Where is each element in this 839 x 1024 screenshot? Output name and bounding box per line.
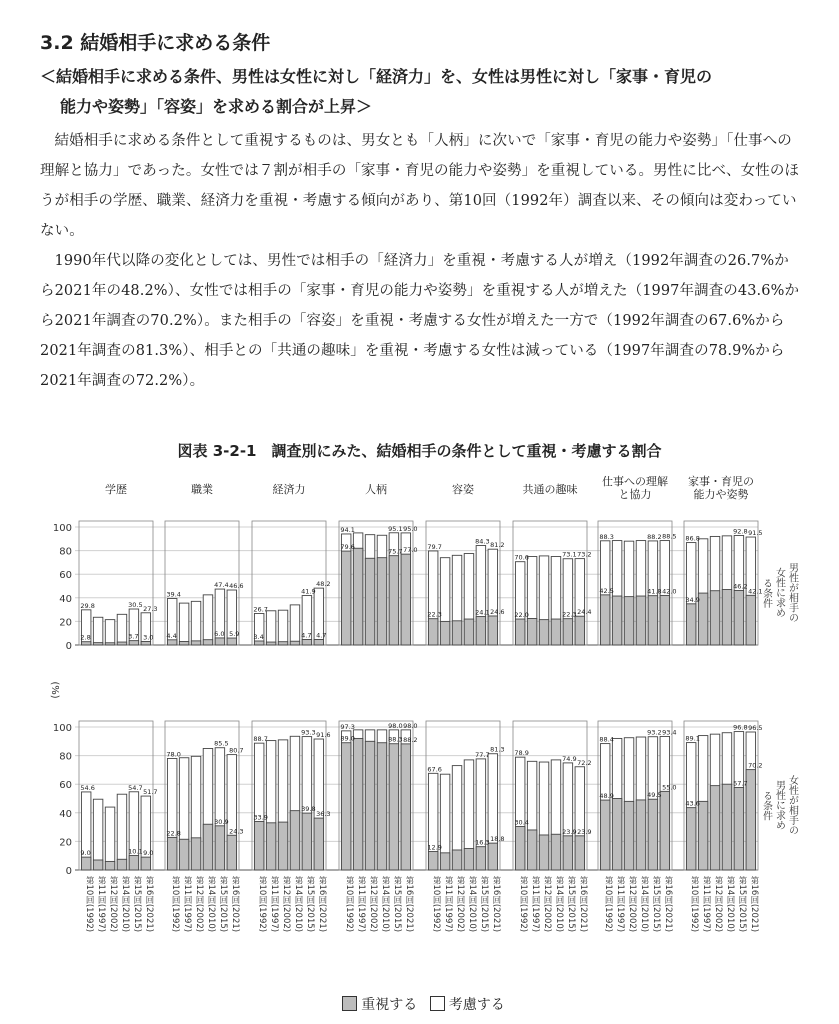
data-label: 89.0 xyxy=(340,734,355,743)
bar-juushi xyxy=(539,835,549,870)
data-label: 54.6 xyxy=(80,783,95,792)
x-tick-label: 第10回(1992) xyxy=(84,876,95,933)
data-label: 54.7 xyxy=(128,783,143,792)
bar-total xyxy=(105,807,115,870)
bar-juushi xyxy=(575,616,585,645)
category-header: 能力や姿勢 xyxy=(693,488,749,501)
lead-line-1: ＜結婚相手に求める条件、男性は女性に対し「経済力」を、女性は男性に対し「家事・育児の xyxy=(40,67,713,86)
row-label: る条件 xyxy=(760,578,772,609)
data-label: 91.6 xyxy=(316,731,331,740)
bar-total xyxy=(93,799,103,870)
bar-juushi xyxy=(476,847,486,870)
lead-line-2: 能力や姿勢」「容姿」を求める割合が上昇＞ xyxy=(60,97,373,116)
x-tick-label: 第11回(1997) xyxy=(356,876,367,933)
bar-total xyxy=(278,610,288,645)
x-tick-label: 第14回(2010) xyxy=(553,876,564,933)
x-tick-label: 第10回(1992) xyxy=(431,876,442,933)
bar-juushi xyxy=(476,617,486,645)
bar-total xyxy=(179,603,189,645)
y-tick-label: 100 xyxy=(52,523,72,534)
data-label: 55.0 xyxy=(662,783,677,792)
x-tick-label: 第11回(1997) xyxy=(269,876,280,933)
data-label: 12.9 xyxy=(427,843,442,852)
bar-juushi xyxy=(389,744,399,870)
data-label: 24.3 xyxy=(229,827,244,836)
data-label: 22.0 xyxy=(514,611,529,620)
bar-juushi xyxy=(515,619,525,645)
data-label: 36.3 xyxy=(316,810,331,819)
x-tick-label: 第15回(2015) xyxy=(217,876,228,933)
data-label: 42.5 xyxy=(599,586,614,595)
bar-juushi xyxy=(539,620,549,645)
bar-juushi xyxy=(734,590,744,645)
data-label: 79.7 xyxy=(427,542,442,551)
bar-juushi xyxy=(129,856,139,870)
x-tick-label: 第15回(2015) xyxy=(304,876,315,933)
category-header: 容姿 xyxy=(452,483,474,496)
x-tick-label: 第14回(2010) xyxy=(724,876,735,933)
bar-juushi xyxy=(389,556,399,645)
x-tick-label: 第10回(1992) xyxy=(689,876,700,933)
data-label: 81.3 xyxy=(490,745,505,754)
row-label: 女性が相手の xyxy=(786,775,798,835)
data-label: 30.4 xyxy=(514,818,529,827)
data-label: 41.8 xyxy=(647,587,662,596)
y-tick-label: 80 xyxy=(59,751,72,763)
bar-juushi xyxy=(93,643,103,645)
y-tick-label: 40 xyxy=(59,808,72,820)
data-label: 5.9 xyxy=(229,630,240,639)
x-tick-label: 第10回(1992) xyxy=(518,876,529,933)
bar-juushi xyxy=(527,618,537,645)
bar-juushi xyxy=(353,548,363,645)
data-label: 10.1 xyxy=(128,847,143,856)
category-header: 職業 xyxy=(191,483,213,496)
data-label: 97.3 xyxy=(340,722,355,731)
bar-juushi xyxy=(710,786,720,870)
data-label: 89.1 xyxy=(685,734,700,743)
data-label: 47.4 xyxy=(214,581,229,590)
data-label: 49.5 xyxy=(647,791,662,800)
bar-juushi xyxy=(290,641,300,645)
legend-label-juushi: 重視する xyxy=(361,997,418,1013)
bar-total xyxy=(117,794,127,870)
bar-total xyxy=(191,601,201,645)
data-label: 39.4 xyxy=(166,590,181,599)
bar-juushi xyxy=(563,619,573,645)
data-label: 22.3 xyxy=(427,610,442,619)
data-label: 95.1 xyxy=(388,524,403,533)
bar-juushi xyxy=(440,853,450,870)
x-tick-label: 第15回(2015) xyxy=(736,876,747,933)
data-label: 42.0 xyxy=(662,587,677,596)
x-tick-label: 第12回(2002) xyxy=(281,876,292,933)
data-label: 26.7 xyxy=(253,605,268,614)
data-label: 2.8 xyxy=(80,633,91,642)
data-label: 46.2 xyxy=(733,582,748,591)
bar-total xyxy=(93,617,103,645)
x-tick-label: 第14回(2010) xyxy=(379,876,390,933)
row-label: る条件 xyxy=(760,790,772,821)
bar-juushi xyxy=(660,791,670,870)
data-label: 48.9 xyxy=(599,792,614,801)
x-tick-label: 第16回(2021) xyxy=(403,876,414,933)
x-tick-label: 第16回(2021) xyxy=(490,876,501,933)
x-tick-label: 第15回(2015) xyxy=(131,876,142,933)
data-label: 72.2 xyxy=(577,758,592,767)
bar-juushi xyxy=(254,822,264,870)
x-tick-label: 第11回(1997) xyxy=(182,876,193,933)
paragraph-1: 結婚相手に求める条件として重視するものは、男女とも「人柄」に次いで「家事・育児の能力や姿勢」「仕事への理解と協力」であった。女性では７割が相手の「家事・育児の能力や姿勢」を重視している。男性に比べ、女性のほうが相手の学歴、職業、経済力を重視・考慮する傾向があり、第10回（1992年）調査以来、その傾向は変わっていない。 xyxy=(40,133,800,239)
x-tick-label: 第11回(1997) xyxy=(96,876,107,933)
data-label: 86.8 xyxy=(685,534,700,543)
y-tick-label: 0 xyxy=(65,641,72,652)
x-tick-label: 第16回(2021) xyxy=(748,876,759,933)
x-tick-label: 第14回(2010) xyxy=(292,876,303,933)
bar-juushi xyxy=(377,743,387,870)
data-label: 94.1 xyxy=(340,525,355,534)
bar-total xyxy=(105,620,115,645)
bar-juushi xyxy=(353,738,363,870)
category-header: と協力 xyxy=(618,488,652,501)
bar-juushi xyxy=(365,558,375,645)
data-label: 73.1 xyxy=(562,550,577,559)
data-label: 22.3 xyxy=(562,610,577,619)
data-label: 43.6 xyxy=(685,799,700,808)
category-header: 共通の趣味 xyxy=(522,483,578,496)
bar-juushi xyxy=(698,801,708,870)
data-label: 57.7 xyxy=(733,779,748,788)
data-label: 88.3 xyxy=(388,735,403,744)
data-label: 42.1 xyxy=(748,587,763,596)
data-label: 77.0 xyxy=(403,546,418,555)
data-label: 98.0 xyxy=(403,721,418,730)
data-label: 24.6 xyxy=(490,607,505,616)
data-label: 88.7 xyxy=(253,735,268,744)
paragraph-2: 1990年代以降の変化としては、男性では相手の「経済力」を重視・考慮する人が増え（1992年調査の26.7%から2021年の48.2%）、女性では相手の「家事・育児の能力や姿勢」を重視する人が増えた（1997年調査の43.6%から2021年調査の70.2%）。また相手の「容姿」を重視・考慮する女性が増えた一方で（1992年調査の67.6%から2021年調査の81.3%）、相手との「共通の趣味」を重視・考慮する女性は減っている（1997年調査の78.9%から2021年調査の72.2%）。 xyxy=(40,253,800,389)
bar-juushi xyxy=(452,850,462,870)
data-label: 78.9 xyxy=(514,749,529,758)
data-label: 88.5 xyxy=(662,532,677,541)
x-tick-label: 第16回(2021) xyxy=(316,876,327,933)
data-label: 93.2 xyxy=(647,728,662,737)
bar-juushi xyxy=(141,641,151,645)
bar-juushi xyxy=(722,590,732,645)
data-label: 93.4 xyxy=(662,728,677,737)
bar-juushi xyxy=(660,595,670,645)
data-label: 23.9 xyxy=(577,827,592,836)
bar-juushi xyxy=(636,596,646,645)
y-tick-label: 0 xyxy=(65,866,72,877)
data-label: 93.3 xyxy=(301,728,316,737)
x-tick-label: 第10回(1992) xyxy=(344,876,355,933)
bar-juushi xyxy=(341,743,351,870)
row-label: 男性が相手の xyxy=(786,562,798,623)
y-tick-label: 20 xyxy=(59,617,72,629)
data-label: 77.7 xyxy=(475,750,490,759)
bar-juushi xyxy=(179,839,189,870)
data-label: 24.4 xyxy=(577,608,592,617)
row-label: 女性に求め xyxy=(773,567,785,618)
figure-title: 図表 3-2-1 調査別にみた、結婚相手の条件として重視・考慮する割合 xyxy=(177,442,662,460)
y-tick-label: 100 xyxy=(52,723,72,734)
bar-juushi xyxy=(686,808,696,870)
chart-legend xyxy=(0,994,839,1014)
x-tick-label: 第12回(2002) xyxy=(713,876,724,933)
bar-juushi xyxy=(746,595,756,645)
bar-juushi xyxy=(488,616,498,645)
bar-juushi xyxy=(734,787,744,870)
data-label: 67.6 xyxy=(427,765,442,774)
data-label: 95.0 xyxy=(403,524,418,533)
category-header: 学歴 xyxy=(105,483,127,496)
bar-juushi xyxy=(302,813,312,870)
data-label: 96.8 xyxy=(733,723,748,732)
data-label: 88.2 xyxy=(647,532,662,541)
bar-juushi xyxy=(215,638,225,645)
data-label: 74.9 xyxy=(562,754,577,763)
bar-juushi xyxy=(600,595,610,645)
bar-juushi xyxy=(302,639,312,645)
bar-total xyxy=(266,611,276,645)
bar-juushi xyxy=(227,638,237,645)
bar-juushi xyxy=(314,639,324,645)
x-tick-label: 第16回(2021) xyxy=(662,876,673,933)
bar-juushi xyxy=(129,641,139,645)
bar-juushi xyxy=(428,619,438,645)
data-label: 41.9 xyxy=(301,587,316,596)
data-label: 9.0 xyxy=(80,849,91,858)
x-tick-label: 第15回(2015) xyxy=(478,876,489,933)
x-tick-label: 第15回(2015) xyxy=(650,876,661,933)
x-tick-label: 第10回(1992) xyxy=(603,876,614,933)
data-label: 88.4 xyxy=(599,735,614,744)
category-header: 経済力 xyxy=(272,483,306,496)
x-tick-label: 第12回(2002) xyxy=(194,876,205,933)
data-label: 27.3 xyxy=(143,604,158,613)
bar-juushi xyxy=(117,642,127,645)
bar-juushi xyxy=(191,641,201,645)
data-label: 4.4 xyxy=(166,631,177,640)
bar-juushi xyxy=(563,836,573,870)
data-label: 29.8 xyxy=(80,601,95,610)
x-tick-label: 第12回(2002) xyxy=(627,876,638,933)
bar-juushi xyxy=(440,621,450,645)
data-label: 39.8 xyxy=(301,805,316,814)
data-label: 23.9 xyxy=(562,827,577,836)
bar-juushi xyxy=(203,824,213,870)
legend-swatch-juushi xyxy=(342,996,357,1011)
y-axis-label: (%) xyxy=(49,681,60,699)
data-label: 85.5 xyxy=(214,739,229,748)
data-label: 4.7 xyxy=(316,631,327,640)
bar-juushi xyxy=(227,835,237,870)
bar-total xyxy=(290,605,300,645)
y-tick-label: 60 xyxy=(59,780,72,792)
bar-juushi xyxy=(428,852,438,870)
bar-juushi xyxy=(179,641,189,645)
bar-juushi xyxy=(377,558,387,645)
bar-juushi xyxy=(624,801,634,870)
legend-swatch-kouryo xyxy=(430,996,445,1011)
bar-juushi xyxy=(464,619,474,645)
bar-juushi xyxy=(105,861,115,870)
data-label: 70.6 xyxy=(514,553,529,562)
bar-juushi xyxy=(167,837,177,870)
bar-juushi xyxy=(191,838,201,870)
bar-juushi xyxy=(527,830,537,870)
bar-juushi xyxy=(105,643,115,645)
x-tick-label: 第11回(1997) xyxy=(615,876,626,933)
category-header: 家事・育児の xyxy=(688,475,754,488)
bar-juushi xyxy=(401,744,411,870)
bar-juushi xyxy=(266,642,276,645)
data-label: 18.8 xyxy=(490,835,505,844)
x-tick-label: 第11回(1997) xyxy=(701,876,712,933)
bar-juushi xyxy=(686,604,696,645)
bar-juushi xyxy=(452,621,462,645)
data-label: 88.2 xyxy=(403,735,418,744)
data-label: 3.0 xyxy=(143,633,154,642)
bar-juushi xyxy=(551,834,561,870)
bar-juushi xyxy=(314,818,324,870)
category-header: 人柄 xyxy=(365,483,387,496)
x-tick-label: 第14回(2010) xyxy=(638,876,649,933)
data-label: 30.5 xyxy=(128,601,143,610)
bar-juushi xyxy=(612,596,622,645)
data-label: 80.7 xyxy=(229,746,244,755)
data-label: 84.3 xyxy=(475,537,490,546)
y-tick-label: 40 xyxy=(59,593,72,605)
data-label: 78.0 xyxy=(166,750,181,759)
bar-total xyxy=(203,595,213,645)
bar-total xyxy=(117,614,127,645)
bar-juushi xyxy=(551,619,561,645)
bar-juushi xyxy=(488,843,498,870)
x-tick-label: 第15回(2015) xyxy=(391,876,402,933)
x-tick-label: 第12回(2002) xyxy=(455,876,466,933)
data-label: 70.2 xyxy=(748,761,763,770)
bar-juushi xyxy=(648,596,658,645)
y-tick-label: 20 xyxy=(59,837,72,849)
data-label: 4.7 xyxy=(301,631,312,640)
data-label: 79.6 xyxy=(340,543,355,552)
data-label: 24.1 xyxy=(475,608,490,617)
bar-juushi xyxy=(710,591,720,645)
data-label: 91.5 xyxy=(748,529,763,538)
bar-juushi xyxy=(648,799,658,870)
data-label: 22.8 xyxy=(166,829,181,838)
bar-juushi xyxy=(266,823,276,870)
category-header: 仕事への理解 xyxy=(602,475,668,488)
data-label: 9.0 xyxy=(143,849,154,858)
data-label: 88.3 xyxy=(599,532,614,541)
legend-label-kouryo: 考慮する xyxy=(448,997,505,1013)
x-tick-label: 第14回(2010) xyxy=(119,876,130,933)
bar-juushi xyxy=(290,811,300,870)
x-tick-label: 第12回(2002) xyxy=(542,876,553,933)
bar-juushi xyxy=(636,800,646,870)
bar-juushi xyxy=(515,827,525,870)
bar-juushi xyxy=(278,642,288,645)
bar-juushi xyxy=(81,642,91,645)
bar-juushi xyxy=(93,860,103,870)
data-label: 51.7 xyxy=(143,788,158,797)
x-tick-label: 第14回(2010) xyxy=(205,876,216,933)
bar-juushi xyxy=(117,859,127,870)
data-label: 73.2 xyxy=(577,550,592,559)
bar-juushi xyxy=(254,641,264,645)
x-tick-label: 第16回(2021) xyxy=(577,876,588,933)
bar-juushi xyxy=(141,857,151,870)
data-label: 98.0 xyxy=(388,721,403,730)
x-tick-label: 第15回(2015) xyxy=(565,876,576,933)
y-tick-label: 60 xyxy=(59,570,72,582)
bar-juushi xyxy=(341,551,351,645)
x-tick-label: 第12回(2002) xyxy=(108,876,119,933)
x-tick-label: 第12回(2002) xyxy=(368,876,379,933)
bar-juushi xyxy=(464,849,474,870)
x-tick-label: 第16回(2021) xyxy=(143,876,154,933)
bar-juushi xyxy=(624,597,634,645)
data-label: 30.9 xyxy=(214,817,229,826)
data-label: 3.7 xyxy=(128,632,139,641)
bar-juushi xyxy=(81,857,91,870)
data-label: 96.5 xyxy=(748,724,763,733)
x-tick-label: 第14回(2010) xyxy=(466,876,477,933)
data-label: 16.3 xyxy=(475,838,490,847)
bar-juushi xyxy=(215,826,225,870)
y-tick-label: 80 xyxy=(59,546,72,558)
data-label: 46.6 xyxy=(229,582,244,591)
data-label: 6.0 xyxy=(214,629,225,638)
bar-juushi xyxy=(167,640,177,645)
bar-juushi xyxy=(600,800,610,870)
data-label: 75.7 xyxy=(388,547,403,556)
section-title: 3.2 結婚相手に求める条件 xyxy=(40,32,271,54)
x-tick-label: 第10回(1992) xyxy=(257,876,268,933)
bar-juushi xyxy=(612,799,622,871)
x-tick-label: 第10回(1992) xyxy=(170,876,181,933)
row-label: 男性に求め xyxy=(773,780,785,831)
data-label: 92.8 xyxy=(733,527,748,536)
data-label: 81.2 xyxy=(490,541,505,550)
data-label: 34.9 xyxy=(685,595,700,604)
x-tick-label: 第11回(1997) xyxy=(530,876,541,933)
data-label: 33.9 xyxy=(253,813,268,822)
data-label: 3.4 xyxy=(253,632,264,641)
x-tick-label: 第16回(2021) xyxy=(229,876,240,933)
bar-juushi xyxy=(401,554,411,645)
bar-juushi xyxy=(203,640,213,645)
bar-juushi xyxy=(278,822,288,870)
bar-juushi xyxy=(365,741,375,870)
bar-juushi xyxy=(722,784,732,870)
data-label: 48.2 xyxy=(316,580,331,589)
bar-juushi xyxy=(575,836,585,870)
x-tick-label: 第11回(1997) xyxy=(443,876,454,933)
